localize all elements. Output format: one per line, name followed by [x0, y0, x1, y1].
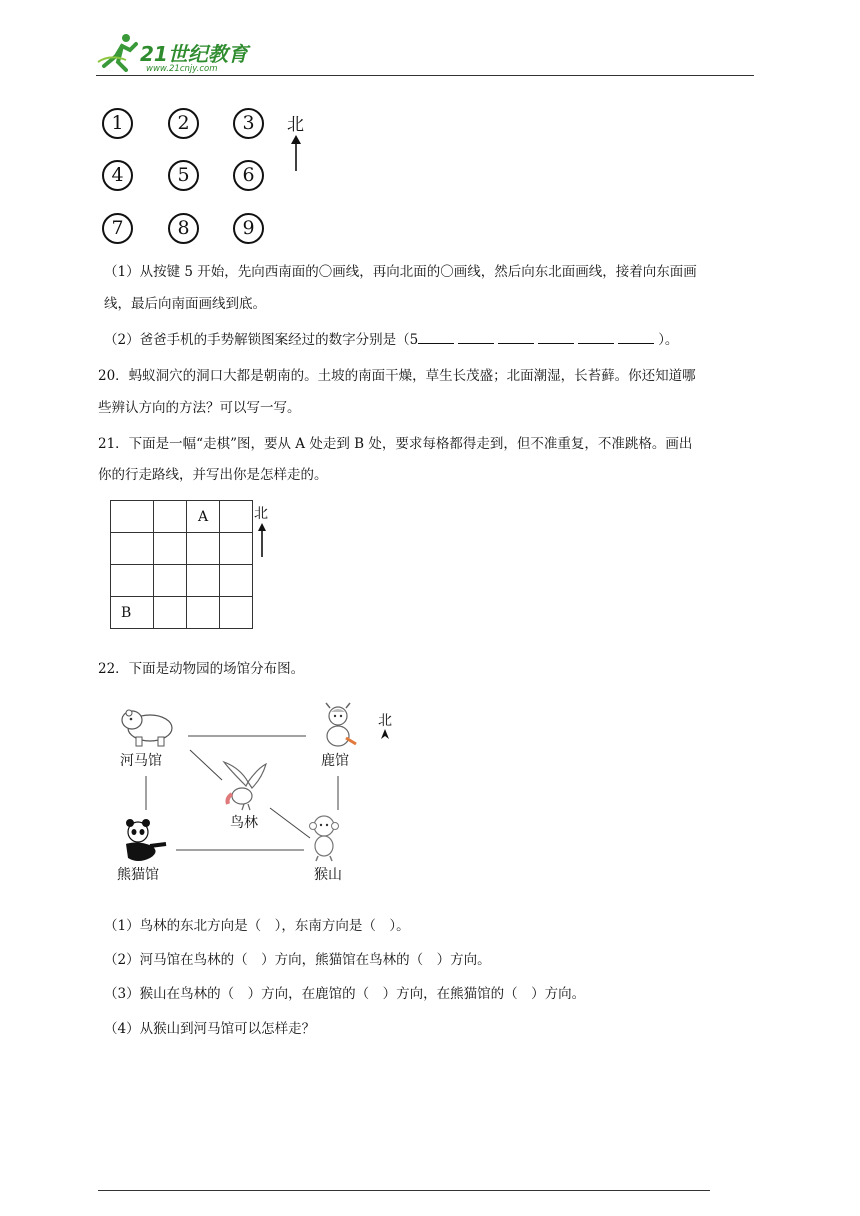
grid-cell[interactable] [220, 533, 253, 565]
q21-line1: 21．下面是一幅“走棋”图，要从 A 处走到 B 处，要求每格都得走到，但不准重复，不准跳格。画出 [98, 436, 693, 452]
answer-blank[interactable] [578, 330, 614, 344]
grid-row [111, 597, 253, 629]
answer-blank[interactable] [498, 330, 534, 344]
grid-cell[interactable] [154, 597, 187, 629]
header-divider [96, 75, 754, 76]
key-2: 2 [168, 108, 199, 139]
site-logo [96, 30, 266, 76]
q22-part4: （4）从猴山到河马馆可以怎样走？ [104, 1021, 316, 1037]
deer-house-label: 鹿馆 [321, 753, 349, 769]
logo-title: 21世纪教育 [140, 42, 248, 66]
q19-part2 [104, 330, 678, 350]
gesture-keypad [100, 105, 300, 247]
q22-part2: （2）河马馆在鸟林的（ ）方向，熊猫馆在鸟林的（ ）方向。 [104, 952, 491, 968]
q22-title: 22．下面是动物园的场馆分布图。 [98, 661, 305, 677]
monkey-icon [306, 812, 346, 862]
key-6: 6 [233, 160, 264, 191]
bird-forest-label: 鸟林 [230, 815, 258, 831]
key-8: 8 [168, 213, 199, 244]
panda-house-label: 熊猫馆 [117, 867, 159, 883]
chess-walk-grid [110, 500, 253, 629]
footer-divider [98, 1190, 710, 1191]
keypad-north-arrow-icon [290, 134, 302, 172]
grid-cell-b[interactable]: B [111, 597, 154, 629]
grid-cell[interactable] [220, 565, 253, 597]
keypad-north-label: 北 [287, 115, 304, 135]
q21-line2: 你的行走路线，并写出你是怎样走的。 [98, 467, 328, 483]
answer-blank[interactable] [538, 330, 574, 344]
q19-part1-line2: 线，最后向南面画线到底。 [104, 296, 266, 312]
answer-blank[interactable] [418, 330, 454, 344]
q20-line2: 些辨认方向的方法？可以写一写。 [98, 400, 301, 416]
deer-icon [316, 702, 360, 750]
grid-row [111, 501, 253, 533]
zoo-north-label: 北 [378, 713, 392, 729]
grid-cell[interactable] [154, 565, 187, 597]
grid-cell[interactable] [111, 533, 154, 565]
q19-part2-prefix: （2）爸爸手机的手势解锁图案经过的数字分别是（5 [104, 332, 419, 348]
grid-row [111, 533, 253, 565]
runner-logo-icon [96, 32, 140, 72]
hippo-icon [118, 704, 178, 748]
q20-line1: 20．蚂蚁洞穴的洞口大都是朝南的。土坡的南面干燥，草生长茂盛；北面潮湿，长苔藓。你还知道哪 [98, 368, 696, 384]
key-1: 1 [102, 108, 133, 139]
grid-cell[interactable] [154, 501, 187, 533]
q22-part1: （1）鸟林的东北方向是（ ），东南方向是（ ）。 [104, 918, 410, 934]
key-5: 5 [168, 160, 199, 191]
grid-cell[interactable] [154, 533, 187, 565]
grid-cell[interactable] [187, 565, 220, 597]
key-3: 3 [233, 108, 264, 139]
grid-cell[interactable] [220, 597, 253, 629]
logo-url: www.21cnjy.com [146, 64, 218, 74]
q19-part1-line1: （1）从按键 5 开始，先向西南面的〇画线，再向北面的〇画线，然后向东北面画线，接着向东面画 [104, 264, 697, 280]
answer-blank[interactable] [618, 330, 654, 344]
grid-north-arrow-icon [257, 522, 267, 558]
q19-part2-suffix: ）。 [658, 332, 679, 348]
grid-cell[interactable] [220, 501, 253, 533]
grid-north-label: 北 [254, 506, 268, 522]
q22-part3: （3）猴山在鸟林的（ ）方向，在鹿馆的（ ）方向，在熊猫馆的（ ）方向。 [104, 986, 586, 1002]
zoo-map [110, 700, 410, 890]
grid-cell[interactable] [187, 533, 220, 565]
monkey-hill-label: 猴山 [314, 867, 342, 883]
panda-icon [120, 818, 168, 866]
grid-row [111, 565, 253, 597]
key-9: 9 [233, 213, 264, 244]
bird-icon [222, 760, 268, 812]
grid-cell[interactable] [111, 501, 154, 533]
grid-cell[interactable] [187, 597, 220, 629]
hippo-house-label: 河马馆 [120, 753, 162, 769]
grid-cell[interactable] [111, 565, 154, 597]
grid-cell-a[interactable]: A [187, 501, 220, 533]
key-7: 7 [102, 213, 133, 244]
key-4: 4 [102, 160, 133, 191]
answer-blank[interactable] [458, 330, 494, 344]
zoo-north-arrow-icon [380, 728, 390, 740]
